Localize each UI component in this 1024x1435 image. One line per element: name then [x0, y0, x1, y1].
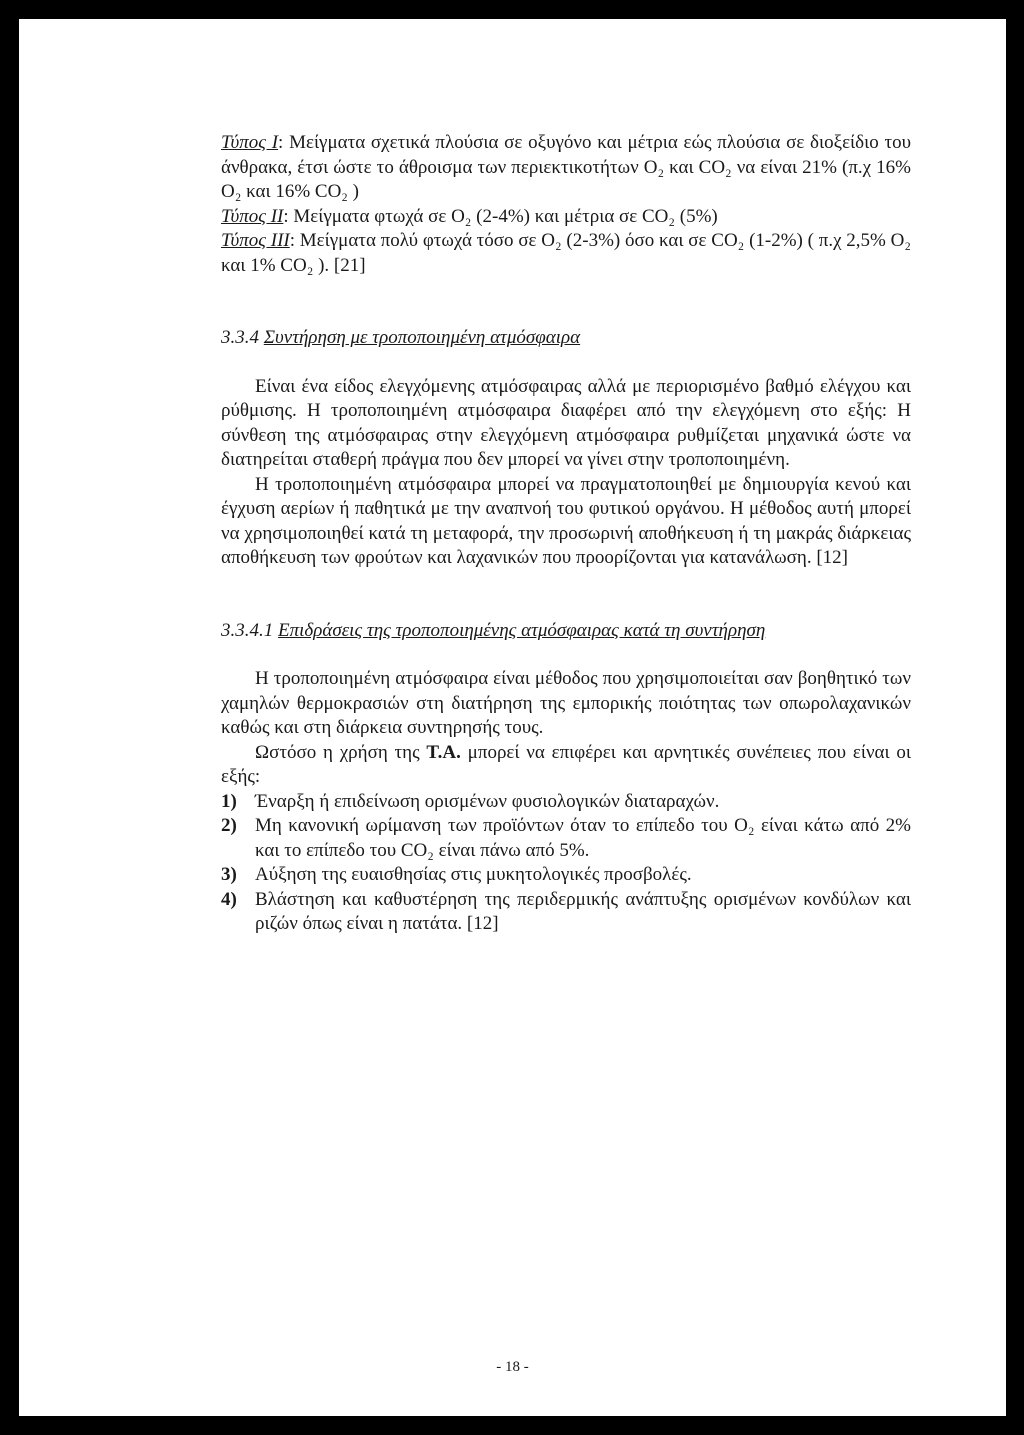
list-item — [221, 888, 911, 937]
section-3-3-4-1-number: 3.3.4.1 — [221, 619, 278, 641]
type-1-paragraph — [221, 131, 911, 205]
section-3-3-4-1-title: Επιδράσεις της τροποποιημένης ατμόσφαιρας κατά τη συντήρηση — [278, 619, 766, 641]
list-item — [221, 790, 911, 815]
type-2-paragraph — [221, 205, 911, 230]
list-item-text: Μη κανονική ωρίμανση των προϊόντων όταν το επίπεδο του O₂ είναι κάτω από 2% και το επίπεδο του CO₂ είναι πάνω από 5%. — [255, 815, 911, 861]
type-3-paragraph — [221, 229, 911, 278]
negative-effects-list — [221, 790, 911, 937]
paragraph-2-text-before: Ωστόσο η χρήση της — [255, 741, 427, 763]
section-3-3-4-paragraph-1: Είναι ένα είδος ελεγχόμενης ατμόσφαιρας αλλά με περιορισμένο βαθμό ελέγχου και ρύθμισης. Η τροποποιημένη ατμόσφαιρα διαφέρει από την ελεγχόμενη στο εξής: Η σύνθεση της ατμόσφαιρας στην ελεγχόμενη ατμόσφαιρα ρυθμίζεται μηχανικά ώστε να διατηρείται σταθερή πράγμα που δεν μπορεί να γίνει στην τροποποιημένη. — [221, 375, 911, 470]
type-1-text: : Μείγματα σχετικά πλούσια σε οξυγόνο και μέτρια εώς πλούσια σε διοξείδιο του άνθρακα, έτσι ώστε το άθροισμα των περιεκτικοτήτων O₂ και CO₂ να είναι 21% (π.χ 16% O₂ και 16% CO₂ ) — [221, 132, 912, 202]
list-item-number: 2) — [221, 815, 237, 836]
page-content — [221, 131, 911, 937]
ta-abbreviation: Τ.Α. — [426, 741, 461, 763]
list-item-text: Έναρξη ή επιδείνωση ορισμένων φυσιολογικών διαταραχών. — [255, 790, 720, 812]
list-item — [221, 814, 911, 863]
section-3-3-4-1-paragraph-1: Η τροποποιημένη ατμόσφαιρα είναι μέθοδος που χρησιμοποιείται σαν βοηθητικό των χαμηλών θερμοκρασιών στη διατήρηση της εμπορικής ποιότητας των οπωρολαχανικών καθώς και στη διάρκεια συντηρησής τους. — [221, 668, 911, 738]
type-2-text: : Μείγματα φτωχά σε O₂ (2-4%) και μέτρια σε CO₂ (5%) — [283, 205, 718, 227]
list-item-text: Αύξηση της ευαισθησίας στις μυκητολογικές προσβολές. — [255, 864, 692, 885]
document-page — [19, 19, 1006, 1416]
list-item-number: 1) — [221, 790, 237, 812]
type-1-label: Τύπος Ι — [221, 132, 279, 153]
list-item-number: 4) — [221, 888, 237, 910]
type-3-label: Τύπος ΙΙΙ — [221, 230, 290, 251]
section-3-3-4-title: Συντήρηση με τροποποιημένη ατμόσφαιρα — [263, 327, 581, 348]
section-3-3-4-paragraph-2: Η τροποποιημένη ατμόσφαιρα μπορεί να πραγματοποιηθεί με δημιουργία κενού και έγχυση αερίων ή παθητικά με την αναπνοή του φυτικού οργάνου. Η μέθοδος αυτή μπορεί να χρησιμοποιηθεί κατά τη μεταφορά, την προσωρινή αποθήκευση ή τη μακράς διάρκειας αποθήκευση των φρούτων και λαχανικών που προορίζονται για κατανάλωση. [12] — [221, 473, 911, 568]
type-2-label: Τύπος ΙΙ — [221, 205, 284, 227]
list-item-number: 3) — [221, 864, 237, 885]
section-3-3-4-1-heading — [221, 619, 911, 644]
section-3-3-4-1-paragraph-2 — [221, 741, 911, 790]
paragraph-2-text-after: μπορεί να επιφέρει και αρνητικές συνέπειες που είναι οι εξής: — [221, 741, 911, 787]
type-3-text: : Μείγματα πολύ φτωχά τόσο σε O₂ (2-3%) όσο και σε CO₂ (1-2%) ( π.χ 2,5% O₂ και 1% CO₂ ). [21] — [221, 230, 911, 276]
list-item — [221, 863, 911, 888]
section-3-3-4-heading — [221, 326, 911, 351]
page-number: - 18 - — [496, 1359, 529, 1375]
list-item-text: Βλάστηση και καθυστέρηση της περιδερμικής ανάπτυξης ορισμένων κονδύλων και ριζών όπως είναι η πατάτα. [12] — [255, 888, 911, 934]
section-3-3-4-number: 3.3.4 — [221, 327, 264, 348]
